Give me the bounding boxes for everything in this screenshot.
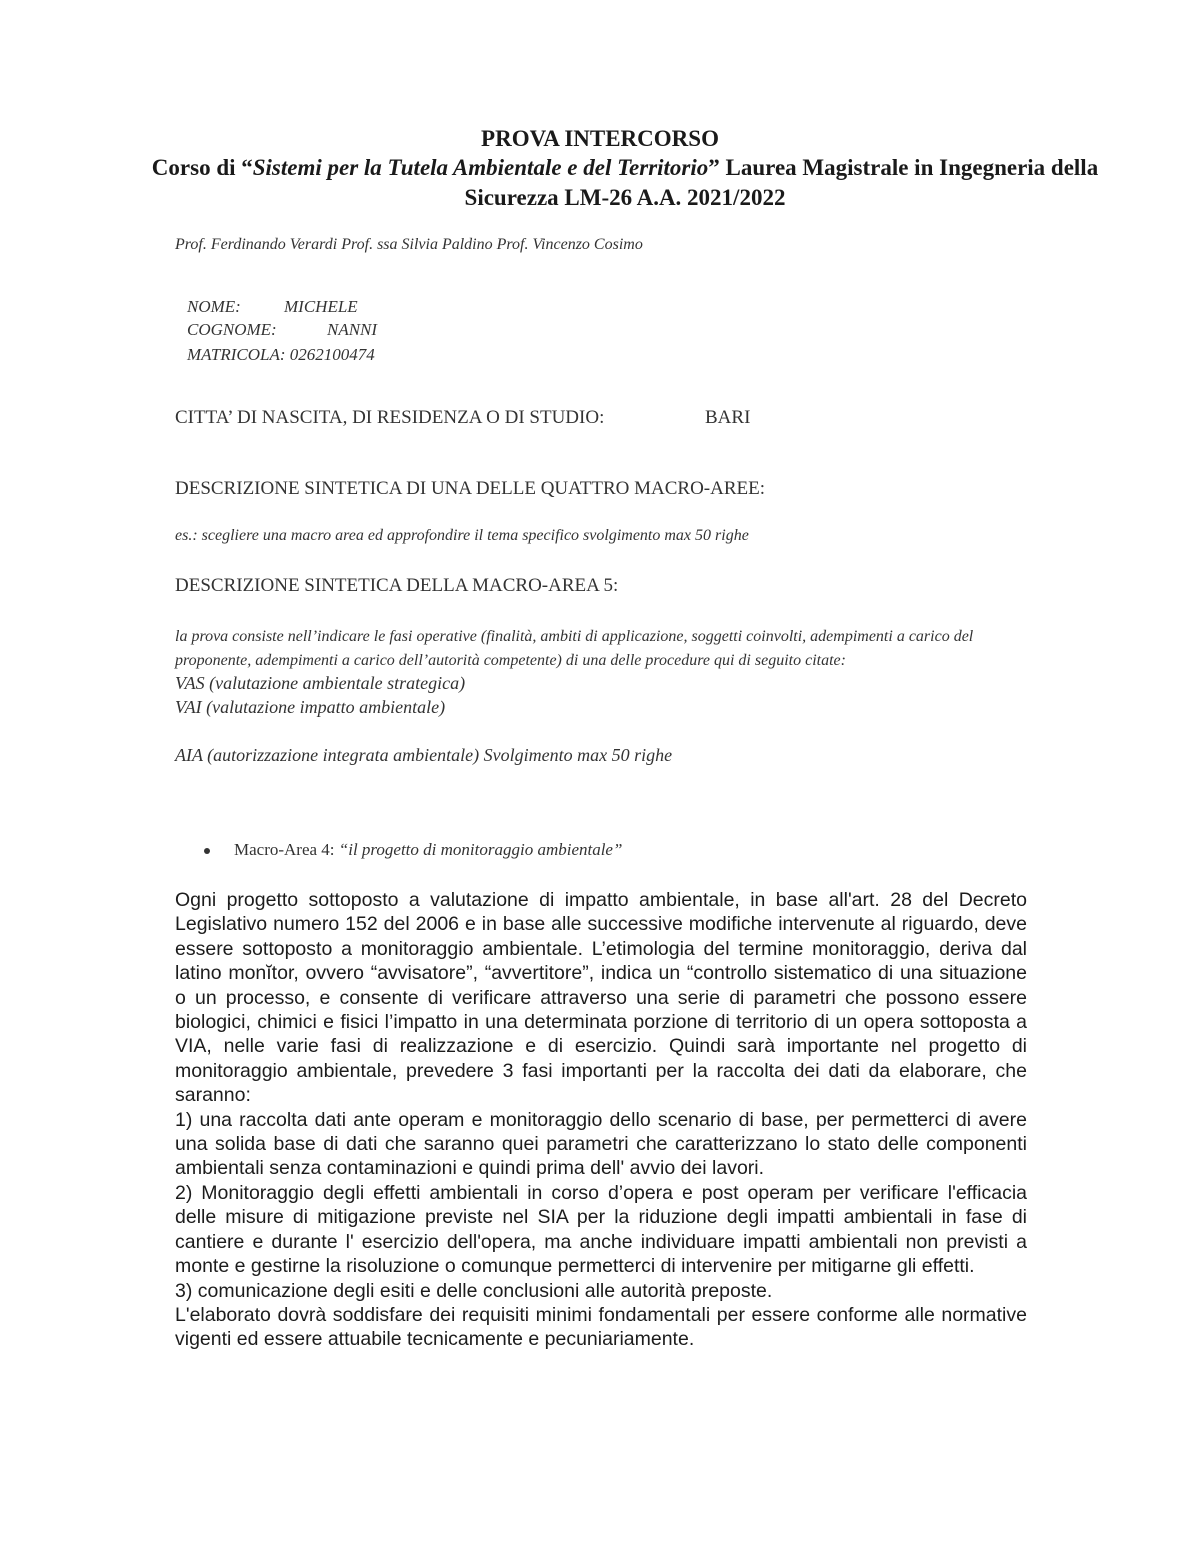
bullet-icon	[204, 848, 210, 854]
macro-areas-note: es.: scegliere una macro area ed approfondire il tema specifico svolgimento max 50 righe	[175, 527, 749, 544]
subtitle-prefix: Corso di “	[151, 155, 253, 180]
document-title: PROVA INTERCORSO	[481, 126, 719, 151]
course-subtitle	[120, 153, 1130, 213]
macro-area-5-heading: DESCRIZIONE SINTETICA DELLA MACRO-AREA 5:	[175, 575, 619, 596]
aia-line: AIA (autorizzazione integrata ambientale) Svolgimento max 50 righe	[175, 745, 673, 765]
city-value: BARI	[705, 407, 751, 428]
macro-area-5-line-2: proponente, adempimenti a carico dell’autorità competente) di una delle procedure qui di seguito citate:	[175, 652, 846, 669]
city-label: CITTA’ DI NASCITA, DI RESIDENZA O DI STUDIO:	[175, 407, 605, 428]
course-name: Sistemi per la Tutela Ambientale e del Territorio	[252, 155, 709, 180]
surname-value: NANNI	[327, 320, 378, 339]
matricola-row: MATRICOLA: 0262100474	[187, 345, 375, 364]
body-paragraph: 2) Monitoraggio degli effetti ambientali in corso d’opera e post operam per verificare l'efficacia delle misure di mitigazione previste nel SIA per la riduzione degli impatti ambientali in fase di cantiere e durante l' esercizio dell'opera, ma anche individuare impatti ambientali non previsti a monte e gestirne la risoluzione o comunque permetterci di intervenire per mitigarne gli effetti.	[175, 1181, 1027, 1278]
name-value: MICHELE	[284, 297, 358, 316]
city-row	[175, 407, 751, 429]
surname-label: COGNOME:	[187, 320, 277, 339]
bullet-prefix: Macro-Area 4:	[234, 840, 339, 859]
macro-areas-heading: DESCRIZIONE SINTETICA DI UNA DELLE QUATTRO MACRO-AREE:	[175, 478, 766, 499]
name-label: NOME:	[187, 297, 241, 316]
name-row	[187, 297, 358, 317]
answer-body	[175, 888, 1027, 1352]
body-paragraph: 1) una raccolta dati ante operam e monitoraggio dello scenario di base, per permetterci di avere una solida base di dati che saranno quei parametri che caratterizzano lo stato delle componenti ambientali senza contaminazioni e quindi prima dell' avvio dei lavori.	[175, 1108, 1027, 1180]
body-paragraph: L'elaborato dovrà soddisfare dei requisiti minimi fondamentali per essere conforme alle normative vigenti ed essere attuabile tecnicamente e pecuniariamente.	[175, 1303, 1027, 1351]
macro-area-5-line-1: la prova consiste nell’indicare le fasi operative (finalità, ambiti di applicazione, soggetti coinvolti, adempimenti a carico del	[175, 628, 974, 645]
vas-line: VAS (valutazione ambientale strategica)	[175, 673, 466, 693]
body-paragraph: 3) comunicazione degli esiti e delle conclusioni alle autorità preposte.	[175, 1279, 773, 1302]
bullet-topic: “il progetto di monitoraggio ambientale”	[338, 840, 623, 859]
body-paragraph: Ogni progetto sottoposto a valutazione di impatto ambientale, in base all'art. 28 del Decreto Legislativo numero 152 del 2006 e in base alle successive modifiche intervenute al riguardo, deve essere sottoposto a monitoraggio ambientale. L’etimologia del termine monitoraggio, deriva dal latino monĭtor, ovvero “avvisatore”, “avvertitore”, indica un “controllo sistematico di una situazione o un processo, e consente di verificare attraverso una serie di parametri che possono essere biologici, chimici e fisici l’impatto in una determinata porzione di territorio di un opera sottoposta a VIA, nelle varie fasi di realizzazione e di esercizio. Quindi sarà importante nel progetto di monitoraggio ambientale, prevedere 3 fasi importanti per la raccolta dei dati da elaborare, che saranno:	[175, 889, 1027, 1107]
surname-row	[187, 320, 378, 340]
vai-line: VAI (valutazione impatto ambientale)	[175, 697, 446, 717]
subtitle-suffix: ” Laurea Magistrale in Ingegneria della Sicurezza LM-26 A.A. 2021/2022	[464, 155, 1099, 210]
macro-area-4-bullet	[204, 840, 622, 860]
professors-line: Prof. Ferdinando Verardi Prof. ssa Silvia Paldino Prof. Vincenzo Cosimo	[175, 236, 643, 253]
